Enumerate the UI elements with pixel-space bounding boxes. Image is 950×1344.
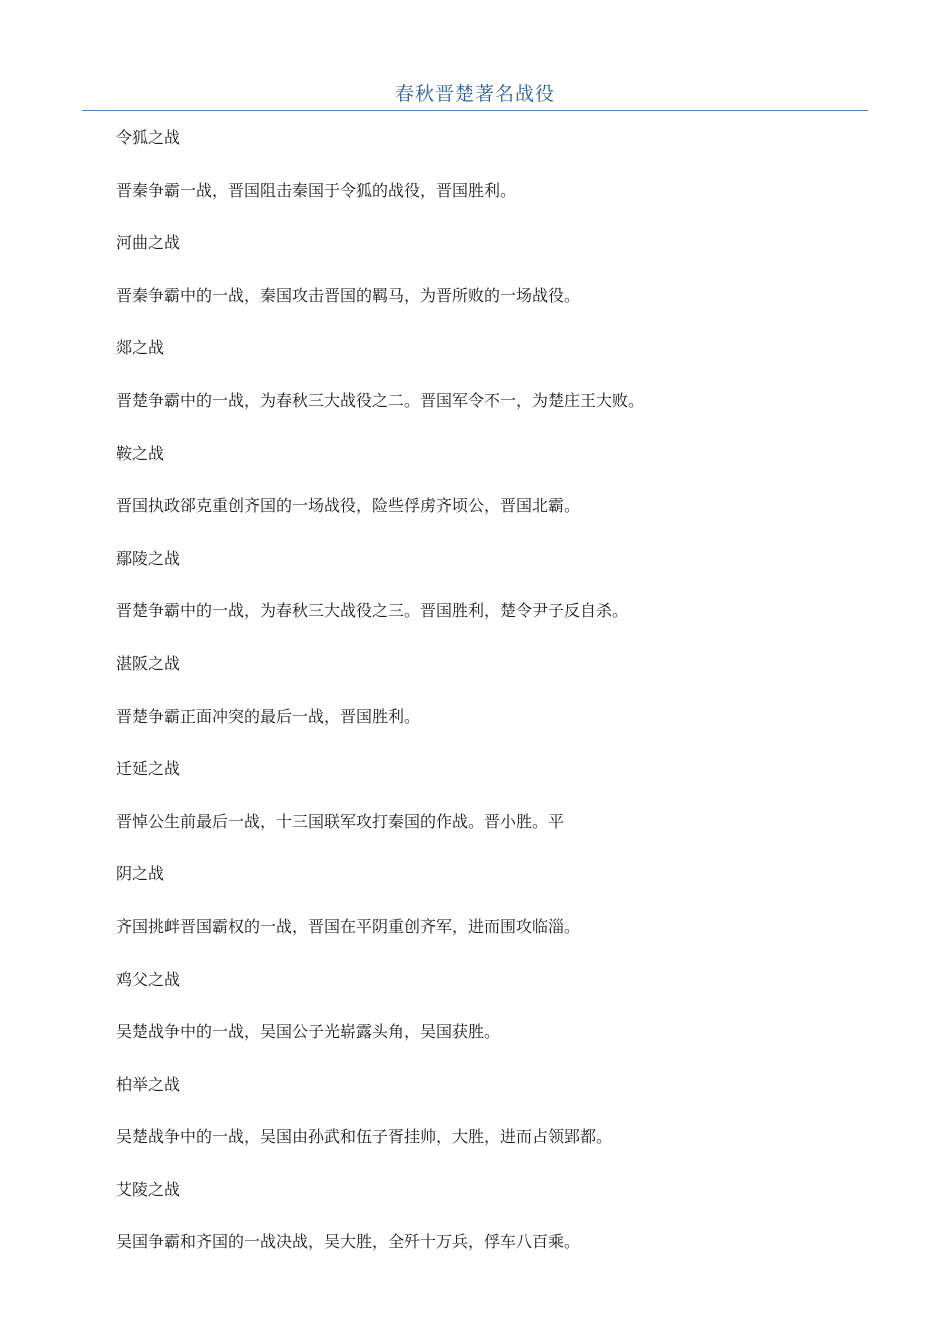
page-title: 春秋晋楚著名战役	[394, 83, 555, 105]
battle-name: 湛阪之战	[116, 653, 181, 673]
battle-description: 吴楚战争中的一战，吴国由孙武和伍子胥挂帅，大胜，进而占领郢都。	[116, 1127, 613, 1147]
battle-description: 晋秦争霸一战，晋国阻击秦国于令狐的战役，晋国胜利。	[116, 180, 517, 200]
battle-name: 令狐之战	[116, 128, 181, 147]
battle-name: 阴之战	[116, 864, 165, 884]
page-header	[82, 80, 868, 111]
battle-description: 晋悼公生前最后一战，十三国联军攻打秦国的作战。晋小胜。平	[116, 811, 565, 831]
document-body	[116, 124, 836, 1281]
battle-description: 吴楚战争中的一战，吴国公子光崭露头角，吴国获胜。	[116, 1022, 501, 1042]
battle-description: 吴国争霸和齐国的一战决战，吴大胜，全歼十万兵，俘车八百乘。	[116, 1232, 581, 1252]
battle-description: 晋楚争霸中的一战，为春秋三大战役之二。晋国军令不一，为楚庄王大败。	[116, 390, 645, 410]
battle-description: 晋秦争霸中的一战，秦国攻击晋国的羁马，为晋所败的一场战役。	[116, 285, 581, 305]
battle-description: 晋楚争霸中的一战，为春秋三大战役之三。晋国胜利，楚令尹子反自杀。	[116, 601, 629, 621]
battle-name: 郯之战	[116, 338, 165, 358]
battle-name: 鞍之战	[116, 443, 165, 463]
battle-name: 迁延之战	[116, 759, 181, 779]
battle-name: 鸡父之战	[116, 969, 181, 989]
battle-name: 艾陵之战	[116, 1179, 181, 1199]
battle-name: 鄢陵之战	[116, 548, 181, 568]
battle-description: 晋楚争霸正面冲突的最后一战，晋国胜利。	[116, 706, 421, 726]
battle-name: 河曲之战	[116, 233, 181, 253]
battle-description: 晋国执政郤克重创齐国的一场战役，险些俘虏齐顷公，晋国北霸。	[116, 496, 581, 516]
battle-name: 柏举之战	[116, 1074, 181, 1094]
battle-description: 齐国挑衅晋国霸权的一战，晋国在平阴重创齐军，进而围攻临淄。	[116, 916, 581, 936]
